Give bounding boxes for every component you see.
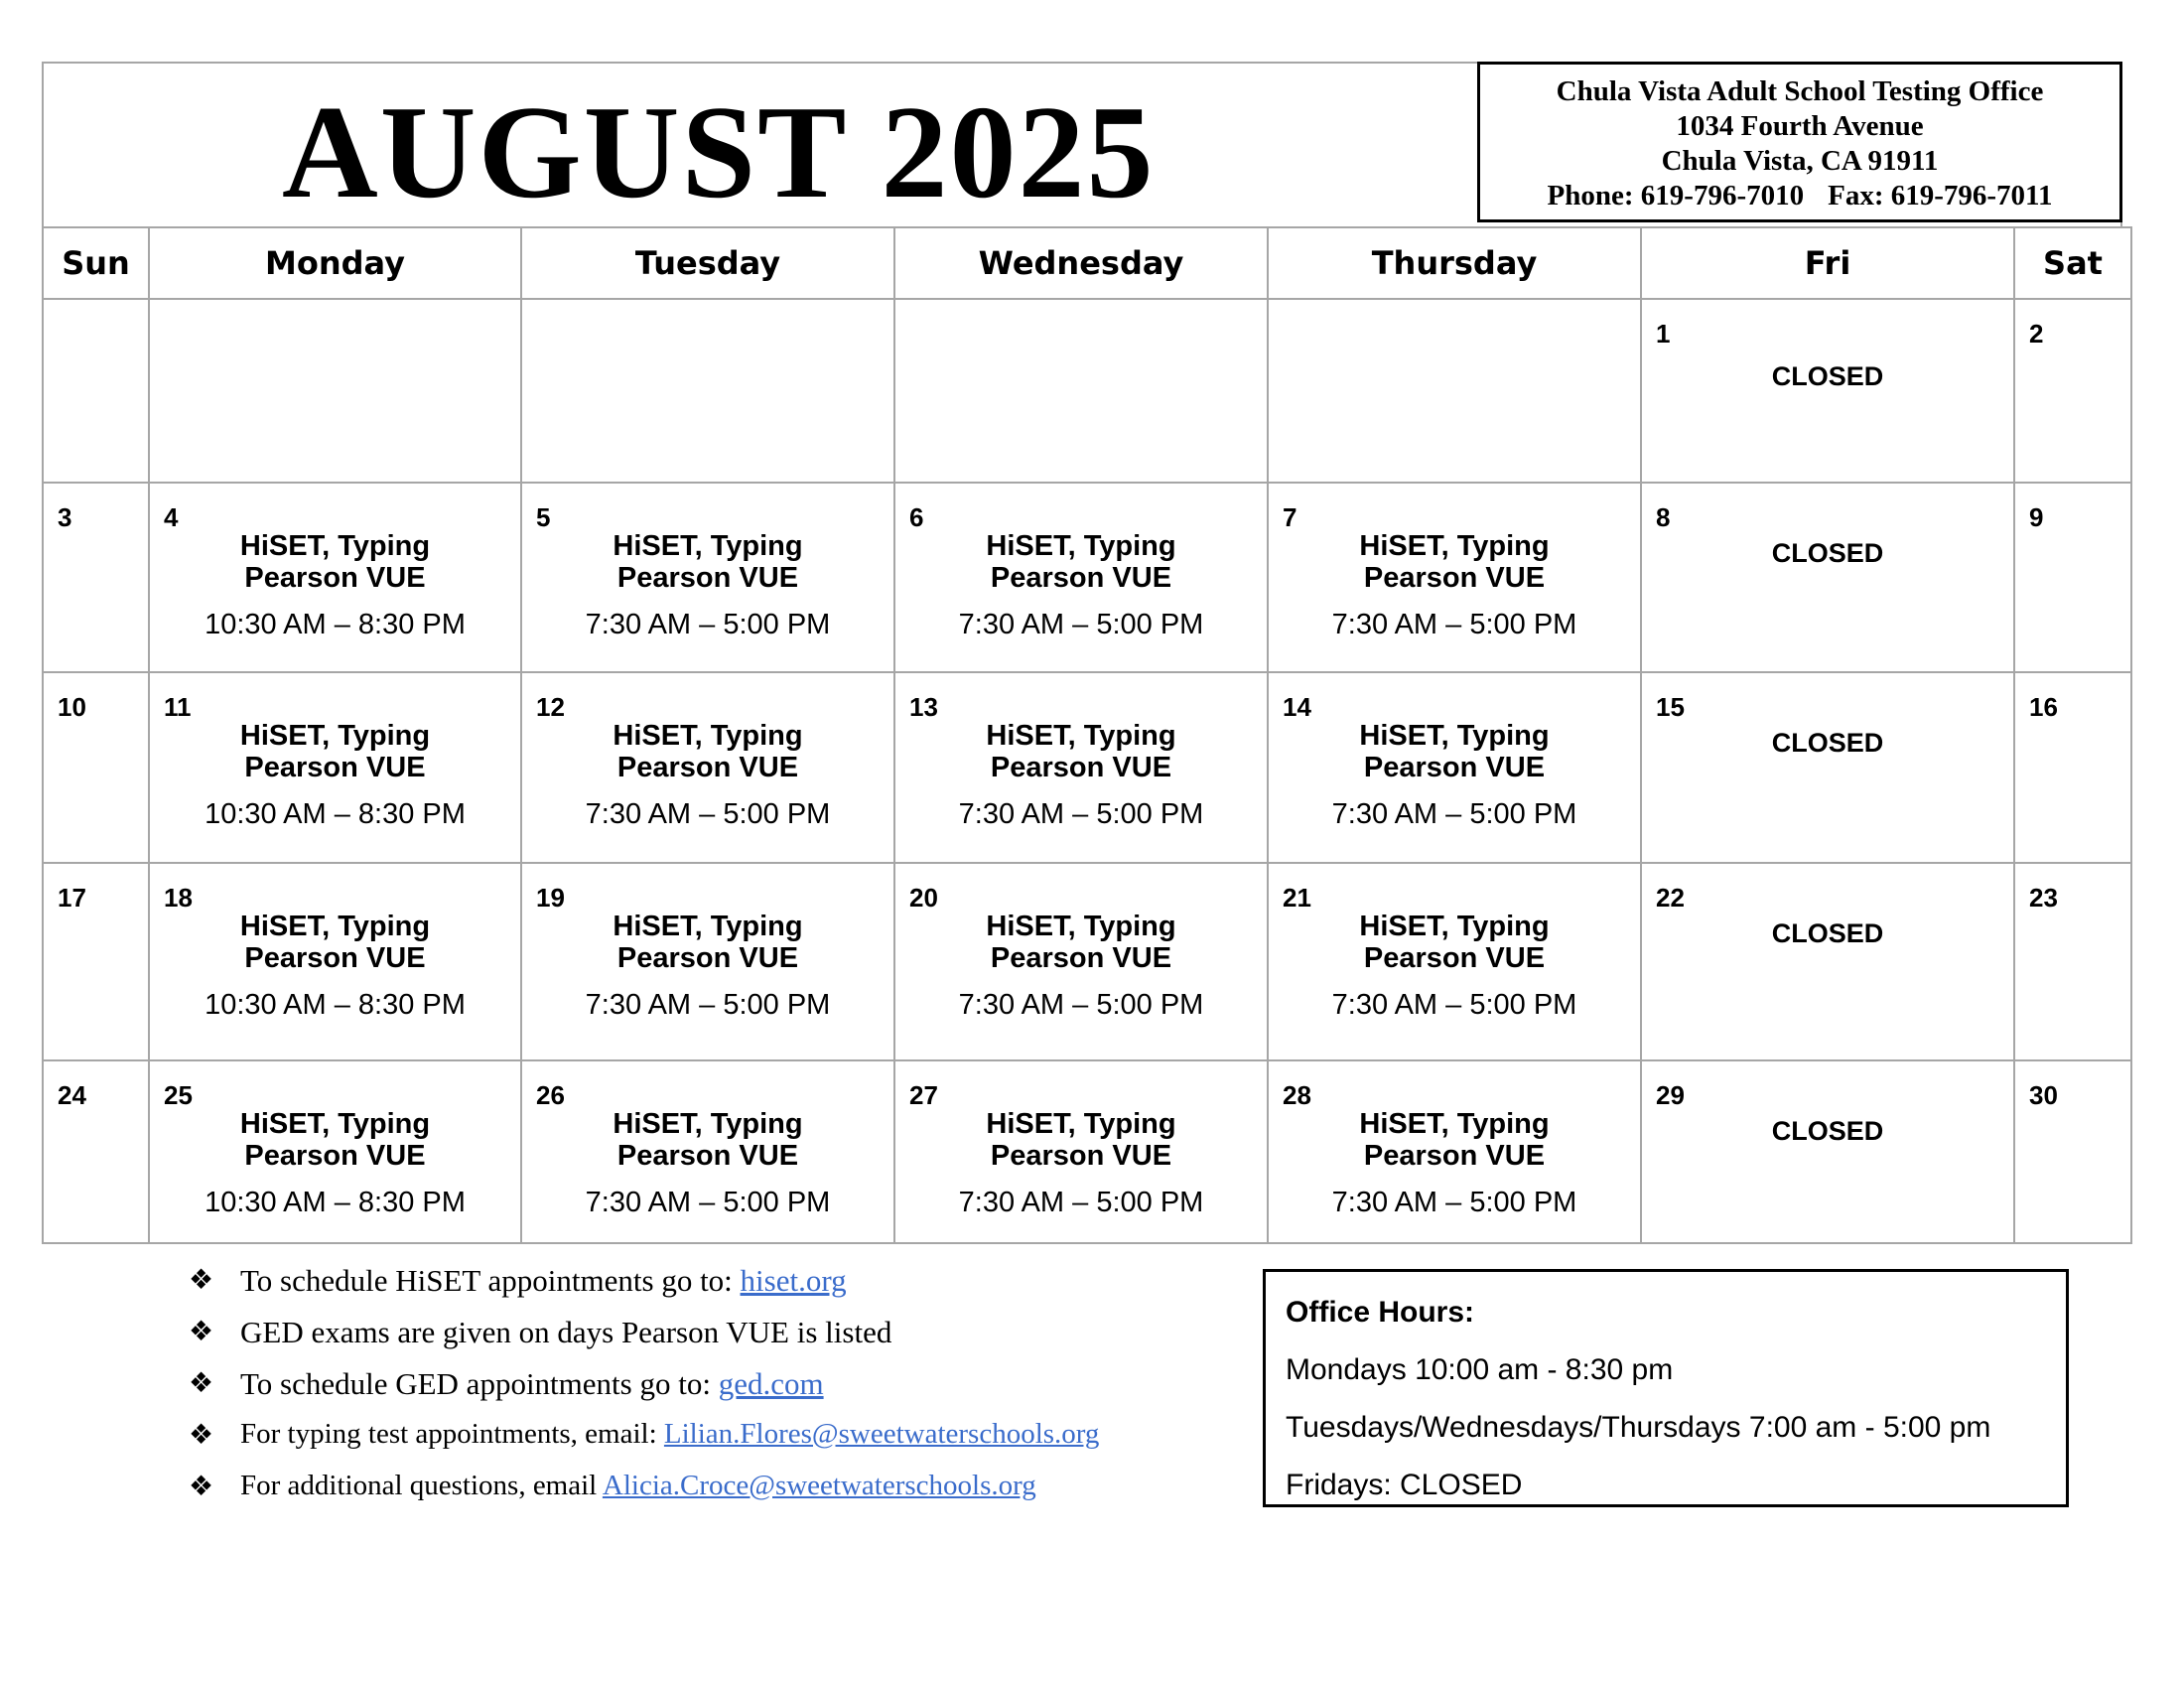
event-services: HiSET, Typing: [239, 530, 431, 562]
day-cell: [521, 863, 894, 1060]
notes-list: [189, 1263, 1099, 1521]
weekday-header: Thursday: [1268, 227, 1641, 299]
event-services: HiSET, Typing: [986, 530, 1176, 562]
day-cell: [1268, 1060, 1641, 1243]
page-title: AUGUST 2025: [282, 78, 1156, 225]
event-provider: Pearson VUE: [1363, 562, 1546, 594]
event-provider: Pearson VUE: [1363, 942, 1546, 974]
day-cell: [1641, 672, 2014, 863]
day-cell: [149, 1060, 521, 1243]
day-cell: [894, 483, 1268, 672]
day-number: 26: [536, 1080, 565, 1110]
closed-label: CLOSED: [1771, 1116, 1884, 1146]
note-text: To schedule GED appointments go to:: [240, 1366, 719, 1401]
office-contact: [1480, 179, 2119, 213]
day-cell: [2014, 299, 2131, 483]
day-number: 3: [58, 502, 72, 532]
note-text: For additional questions, email: [240, 1470, 603, 1501]
note-item: [189, 1315, 1099, 1366]
day-number: 13: [909, 692, 938, 722]
day-cell: [894, 299, 1268, 483]
day-cell: [521, 299, 894, 483]
day-event: [522, 1108, 893, 1218]
day-number: 15: [1656, 692, 1685, 722]
day-cell: [1641, 299, 2014, 483]
day-number: 28: [1283, 1080, 1311, 1110]
weekday-header: Fri: [1641, 227, 2014, 299]
office-address: 1034 Fourth Avenue: [1676, 110, 1924, 142]
day-cell: [43, 483, 149, 672]
day-number: 22: [1656, 883, 1685, 913]
day-cell: [521, 672, 894, 863]
event-services: HiSET, Typing: [986, 720, 1176, 752]
event-services: HiSET, Typing: [1359, 530, 1550, 562]
day-number: 6: [909, 502, 924, 532]
event-provider: Pearson VUE: [1363, 1140, 1546, 1172]
day-event: [895, 530, 1267, 640]
closed-label: CLOSED: [1771, 918, 1884, 948]
week-row: [43, 1060, 2131, 1243]
day-cell: [149, 672, 521, 863]
weekday-header: Monday: [149, 227, 521, 299]
event-provider: Pearson VUE: [616, 942, 799, 974]
event-hours: 7:30 AM – 5:00 PM: [958, 989, 1204, 1021]
day-cell: [1641, 863, 2014, 1060]
hours-friday: Fridays: CLOSED: [1286, 1469, 1523, 1501]
day-number: 10: [58, 692, 86, 722]
event-provider: Pearson VUE: [244, 562, 426, 594]
day-event: [895, 911, 1267, 1021]
day-event: [522, 530, 893, 640]
event-provider: Pearson VUE: [244, 942, 426, 974]
event-provider: Pearson VUE: [990, 752, 1172, 783]
day-cell: [43, 1060, 149, 1243]
day-cell: [149, 863, 521, 1060]
event-hours: 10:30 AM – 8:30 PM: [205, 798, 466, 830]
day-event: [522, 911, 893, 1021]
day-cell: [894, 863, 1268, 1060]
note-item: [189, 1263, 1099, 1315]
office-hours-heading: Office Hours:: [1286, 1296, 1475, 1329]
day-cell: [1268, 863, 1641, 1060]
typing-email-link[interactable]: Lilian.Flores@sweetwaterschools.org: [663, 1418, 1100, 1450]
weekday-header: Sun: [43, 227, 149, 299]
day-number: 23: [2029, 883, 2058, 913]
day-cell: [1641, 1060, 2014, 1243]
event-services: HiSET, Typing: [613, 1108, 803, 1140]
day-cell: [43, 863, 149, 1060]
event-services: HiSET, Typing: [239, 720, 431, 752]
event-hours: 7:30 AM – 5:00 PM: [1331, 989, 1577, 1021]
day-number: 11: [164, 692, 192, 722]
event-hours: 7:30 AM – 5:00 PM: [958, 1187, 1204, 1218]
day-number: 29: [1656, 1080, 1685, 1110]
event-provider: Pearson VUE: [990, 562, 1172, 594]
closed-label: CLOSED: [1771, 361, 1884, 391]
day-cell: [2014, 1060, 2131, 1243]
note-item: [189, 1366, 1099, 1418]
day-number: 5: [536, 502, 551, 532]
event-hours: 7:30 AM – 5:00 PM: [585, 609, 831, 640]
closed-label: CLOSED: [1771, 728, 1884, 758]
event-hours: 7:30 AM – 5:00 PM: [1331, 609, 1577, 640]
day-cell: [521, 1060, 894, 1243]
ged-link[interactable]: ged.com: [718, 1366, 824, 1401]
event-services: HiSET, Typing: [239, 1108, 431, 1140]
day-event: [1269, 720, 1640, 830]
event-hours: 7:30 AM – 5:00 PM: [585, 798, 831, 830]
day-event: [522, 720, 893, 830]
office-name: Chula Vista Adult School Testing Office: [1556, 75, 2044, 107]
event-hours: 10:30 AM – 8:30 PM: [205, 609, 466, 640]
event-services: HiSET, Typing: [1359, 1108, 1550, 1140]
day-number: 1: [1656, 319, 1671, 349]
diamond-bullet-icon: ❖: [189, 1420, 214, 1451]
day-event: [150, 530, 520, 640]
day-cell: [894, 672, 1268, 863]
day-cell: [2014, 483, 2131, 672]
event-hours: 7:30 AM – 5:00 PM: [958, 609, 1204, 640]
weekday-header: Sat: [2014, 227, 2131, 299]
day-cell: [149, 483, 521, 672]
day-number: 12: [536, 692, 565, 722]
day-cell: [1268, 483, 1641, 672]
questions-email-link[interactable]: Alicia.Croce@sweetwaterschools.org: [602, 1470, 1036, 1501]
event-hours: 7:30 AM – 5:00 PM: [958, 798, 1204, 830]
event-hours: 7:30 AM – 5:00 PM: [585, 989, 831, 1021]
diamond-bullet-icon: ❖: [189, 1265, 214, 1296]
diamond-bullet-icon: ❖: [189, 1472, 214, 1502]
event-services: HiSET, Typing: [986, 1108, 1176, 1140]
day-event: [1269, 1108, 1640, 1218]
day-event: [1269, 911, 1640, 1021]
event-services: HiSET, Typing: [1359, 911, 1550, 942]
note-item: [189, 1418, 1099, 1470]
weekday-header: Tuesday: [521, 227, 894, 299]
weekday-header: Wednesday: [894, 227, 1268, 299]
week-row: [43, 672, 2131, 863]
event-services: HiSET, Typing: [613, 911, 803, 942]
day-event: [1269, 530, 1640, 640]
day-cell: [43, 299, 149, 483]
event-hours: 10:30 AM – 8:30 PM: [205, 989, 466, 1021]
day-cell: [894, 1060, 1268, 1243]
note-text: To schedule HiSET appointments go to:: [240, 1263, 741, 1298]
event-provider: Pearson VUE: [616, 1140, 799, 1172]
day-cell: [1268, 299, 1641, 483]
hours-tue-thu: Tuesdays/Wednesdays/Thursdays 7:00 am - 5:00 pm: [1286, 1411, 1991, 1444]
day-number: 20: [909, 883, 938, 913]
day-event: [895, 720, 1267, 830]
hours-monday: Mondays 10:00 am - 8:30 pm: [1286, 1353, 1674, 1386]
day-number: 4: [164, 502, 179, 532]
weekday-header-row: [43, 227, 2131, 299]
day-cell: [2014, 863, 2131, 1060]
day-number: 21: [1283, 883, 1311, 913]
office-hours-box: [1263, 1269, 2069, 1507]
office-phone: Phone: 619-796-7010: [1547, 180, 1805, 211]
event-provider: Pearson VUE: [616, 752, 799, 783]
note-text: GED exams are given on days Pearson VUE is listed: [240, 1315, 892, 1349]
day-number: 9: [2029, 502, 2044, 532]
event-services: HiSET, Typing: [986, 911, 1176, 942]
day-event: [150, 911, 520, 1021]
event-services: HiSET, Typing: [1359, 720, 1550, 752]
day-number: 25: [164, 1080, 193, 1110]
office-fax: Fax: 619-796-7011: [1828, 180, 2053, 211]
day-number: 18: [164, 883, 193, 913]
day-number: 24: [58, 1080, 86, 1110]
event-provider: Pearson VUE: [990, 942, 1172, 974]
diamond-bullet-icon: ❖: [189, 1317, 214, 1347]
event-hours: 7:30 AM – 5:00 PM: [585, 1187, 831, 1218]
day-number: 7: [1283, 502, 1297, 532]
event-services: HiSET, Typing: [239, 911, 431, 942]
event-hours: 7:30 AM – 5:00 PM: [1331, 798, 1577, 830]
day-cell: [1268, 672, 1641, 863]
closed-label: CLOSED: [1771, 538, 1884, 568]
event-hours: 10:30 AM – 8:30 PM: [205, 1187, 466, 1218]
day-number: 30: [2029, 1080, 2058, 1110]
day-cell: [1641, 483, 2014, 672]
office-info-box: [1477, 62, 2122, 222]
day-number: 2: [2029, 319, 2044, 349]
diamond-bullet-icon: ❖: [189, 1368, 214, 1399]
event-provider: Pearson VUE: [244, 1140, 426, 1172]
office-city: Chula Vista, CA 91911: [1661, 145, 1939, 177]
day-event: [150, 1108, 520, 1218]
event-provider: Pearson VUE: [616, 562, 799, 594]
day-number: 16: [2029, 692, 2058, 722]
event-provider: Pearson VUE: [244, 752, 426, 783]
calendar-grid: [42, 226, 2132, 1244]
event-services: HiSET, Typing: [613, 530, 803, 562]
note-item: [189, 1470, 1099, 1521]
event-provider: Pearson VUE: [1363, 752, 1546, 783]
day-number: 17: [58, 883, 86, 913]
event-provider: Pearson VUE: [990, 1140, 1172, 1172]
day-number: 19: [536, 883, 565, 913]
day-number: 14: [1283, 692, 1311, 722]
week-row: [43, 863, 2131, 1060]
day-event: [150, 720, 520, 830]
day-cell: [2014, 672, 2131, 863]
week-row: [43, 483, 2131, 672]
week-row: [43, 299, 2131, 483]
note-text: For typing test appointments, email:: [240, 1418, 664, 1450]
day-number: 8: [1656, 502, 1671, 532]
day-number: 27: [909, 1080, 938, 1110]
day-cell: [521, 483, 894, 672]
hiset-link[interactable]: hiset.org: [740, 1263, 847, 1298]
day-cell: [43, 672, 149, 863]
event-hours: 7:30 AM – 5:00 PM: [1331, 1187, 1577, 1218]
day-event: [895, 1108, 1267, 1218]
event-services: HiSET, Typing: [613, 720, 803, 752]
day-cell: [149, 299, 521, 483]
